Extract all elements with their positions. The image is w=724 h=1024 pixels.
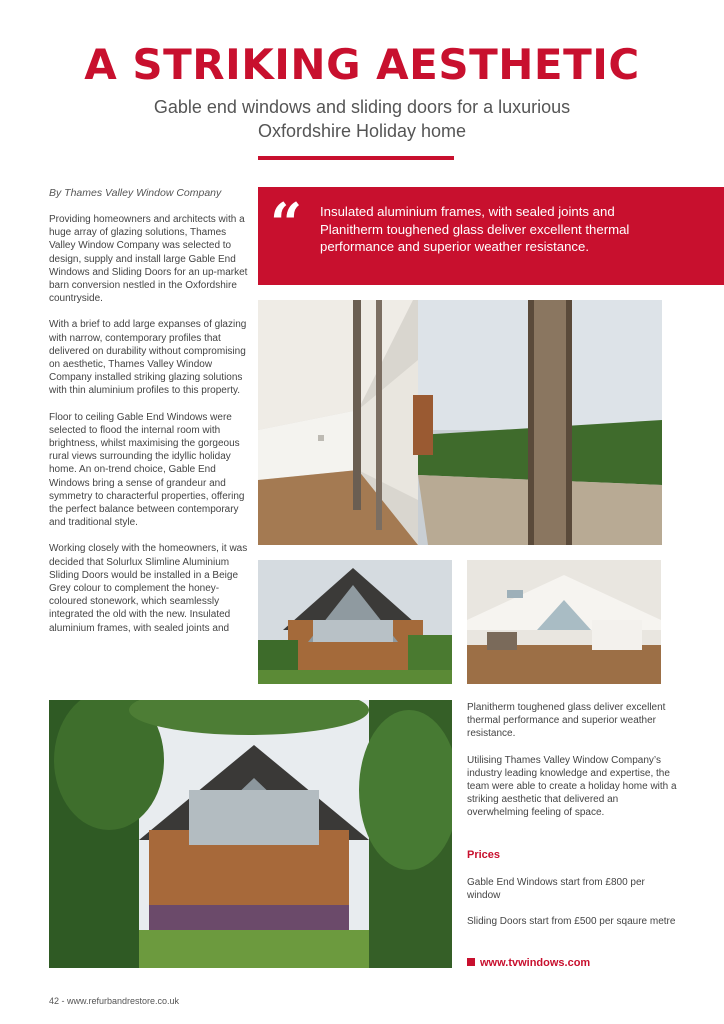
pull-quote-text: Insulated aluminium frames, with sealed joints and Planitherm toughened glass deliver excellent thermal performance and superior weather resistance.: [320, 204, 630, 254]
square-bullet-icon: [467, 958, 475, 966]
body-paragraph: Providing homeowners and architects with a huge array of glazing solutions, Thames Valley Window Company was selected to design, supply and install large Gable End Windows and Sliding Doors for an up-market barn conversion nestled in the Oxfordshire countryside.: [49, 214, 248, 305]
left-column-body: [49, 213, 249, 648]
article-title: A STRIKING AESTHETIC: [84, 40, 640, 89]
price-item: Gable End Windows start from £800 per window: [467, 877, 645, 902]
article-subtitle: [100, 95, 624, 143]
subtitle-line-1: Gable end windows and sliding doors for a luxurious: [153, 97, 571, 117]
title-underline: [258, 156, 454, 160]
website-link[interactable]: [467, 957, 590, 969]
interior-open-plan-photo: [467, 560, 661, 684]
body-paragraph: Floor to ceiling Gable End Windows were selected to flood the internal room with brightness, whilst maximising the gorgeous rural views surrounding the idyllic holiday home. An on-trend choice, Gable End Windows bring a sense of grandeur and symmetry to characterful properties, offering the perfect balance between contemporary and traditional style.: [49, 411, 245, 529]
page-footer: 42 - www.refurbandrestore.co.uk: [49, 996, 180, 1006]
prices-heading: Prices: [467, 849, 501, 861]
body-paragraph: Working closely with the homeowners, it was decided that Solurlux Slimline Aluminium Sliding Doors would be installed in a Beige Grey colour to complement the honey-coloured stonework, which seamlessly integrated the old with the new. Insulated aluminium frames, with sealed joints and: [49, 543, 248, 634]
subtitle-line-2: Oxfordshire Holiday home: [257, 121, 467, 141]
price-item: Sliding Doors start from £500 per sqaure metre: [467, 916, 676, 928]
website-text: www.tvwindows.com: [480, 957, 591, 969]
exterior-garden-photo: [49, 700, 452, 968]
body-paragraph: Planitherm toughened glass deliver excellent thermal performance and superior weather resistance.: [467, 702, 666, 740]
quote-mark-icon: “: [270, 191, 303, 257]
byline: By Thames Valley Window Company: [49, 187, 222, 199]
prices-list: [467, 876, 677, 942]
exterior-gable-photo: [258, 560, 452, 684]
right-column-body: [467, 701, 677, 833]
body-paragraph: Utilising Thames Valley Window Company’s industry leading knowledge and expertise, the team were able to create a holiday home with a striking aesthetic that delivered an overwhelming feeling of space.: [467, 754, 677, 819]
interior-sliding-door-photo: [258, 300, 662, 545]
body-paragraph: With a brief to add large expanses of glazing with narrow, contemporary profiles that delivered on durability without compromising on aesthetic, Thames Valley Window Company installed striking glazing solutions with thin aluminium profiles to this property.: [49, 319, 247, 397]
